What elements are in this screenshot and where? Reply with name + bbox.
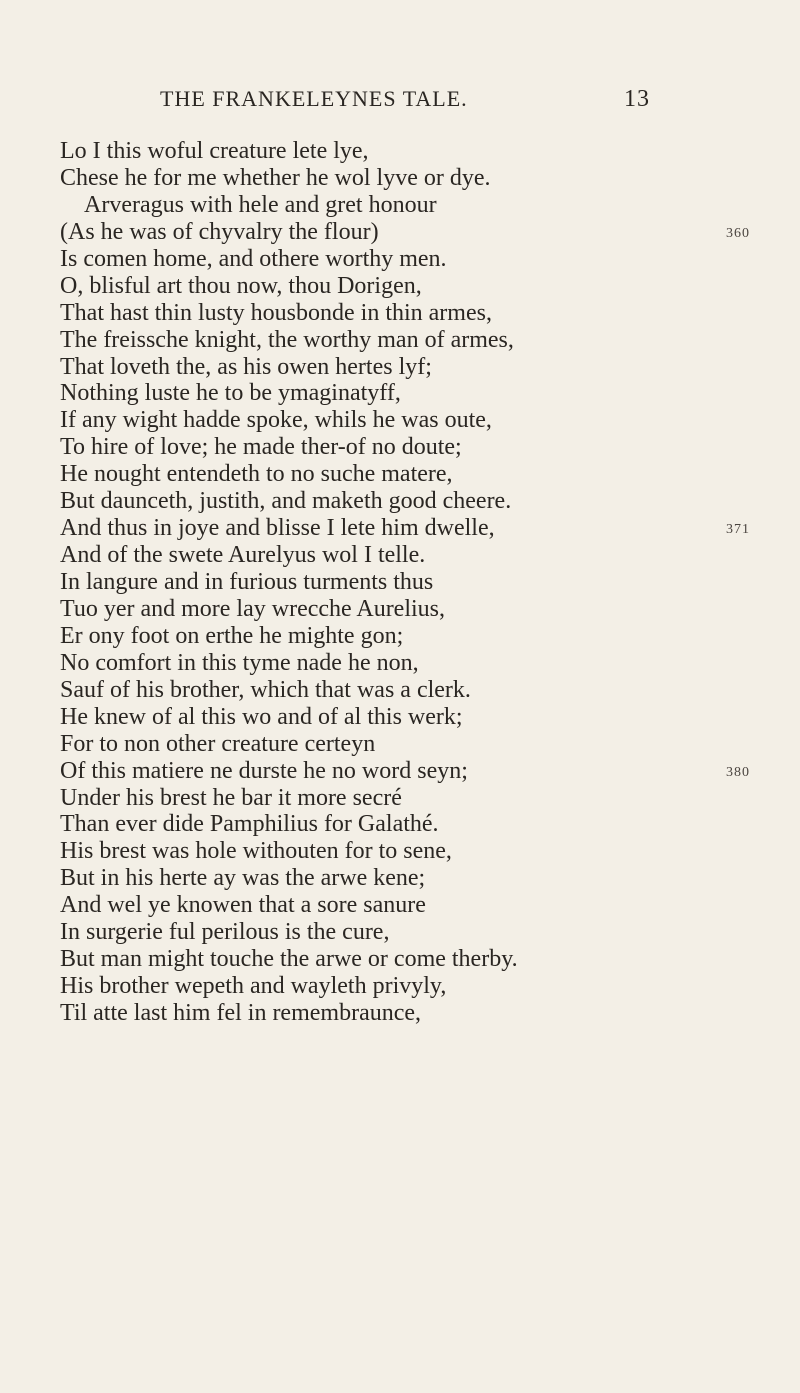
verse-line-text: Tuo yer and more lay wrecche Aurelius, <box>60 595 446 622</box>
verse-line <box>60 192 750 219</box>
verse-line <box>60 838 750 865</box>
verse-line <box>60 677 750 704</box>
running-title: THE FRANKELEYNES TALE. <box>160 86 468 111</box>
verse-line-text: And of the swete Aurelyus wol I telle. <box>60 542 426 569</box>
verse-line-text: Er ony foot on erthe he mighte gon; <box>60 622 404 649</box>
verse-line <box>60 569 750 596</box>
page-number: 13 <box>624 86 650 112</box>
verse-line <box>60 1000 750 1027</box>
line-number: 380 <box>726 764 750 780</box>
verse-line <box>60 919 750 946</box>
verse-line-text: In langure and in furious turments thus <box>60 569 434 595</box>
verse-line-text: Under his brest he bar it more secré <box>60 784 402 811</box>
line-number: 360 <box>726 225 750 241</box>
verse-line <box>60 973 750 1000</box>
verse-line <box>60 811 750 838</box>
verse-line <box>60 758 750 785</box>
verse-line <box>60 650 750 677</box>
verse-line-text: And thus in joye and blisse I lete him dwelle, <box>60 515 495 542</box>
verse-line <box>60 380 750 407</box>
verse-line <box>60 138 750 165</box>
verse-line <box>60 354 750 381</box>
verse-line-text: Than ever dide Pamphilius for Galathé. <box>60 811 439 838</box>
verse-line <box>60 300 750 327</box>
verse-line-text: For to non other creature certeyn <box>60 730 376 757</box>
verse-line <box>60 542 750 569</box>
verse-line-text: Is comen home, and othere worthy men. <box>60 245 447 272</box>
line-number: 371 <box>726 522 750 538</box>
verse-line <box>60 731 750 758</box>
verse-line-text: Nothing luste he to be ymaginatyff, <box>60 380 401 407</box>
verse-line <box>60 785 750 812</box>
verse-line-text: In surgerie ful perilous is the cure, <box>60 919 390 946</box>
verse-line <box>60 219 750 246</box>
verse-line-text: That loveth the, as his owen hertes lyf; <box>60 353 432 380</box>
verse-line <box>60 246 750 273</box>
verse-line <box>60 273 750 300</box>
verse-line-text: And wel ye knowen that a sore sanure <box>60 892 426 919</box>
verse-line <box>60 434 750 461</box>
verse-line-text: He knew of al this wo and of al this werk; <box>60 703 463 730</box>
verse-line-text: Til atte last him fel in remembraunce, <box>60 1000 422 1026</box>
verse-text <box>60 138 750 1027</box>
verse-line-text: To hire of love; he made ther-of no doute; <box>60 434 462 461</box>
verse-line-text: O, blisful art thou now, thou Dorigen, <box>60 272 422 299</box>
verse-line-text: But man might touche the arwe or come therby. <box>60 946 518 973</box>
running-head <box>160 86 650 116</box>
verse-line-text: Sauf of his brother, which that was a clerk. <box>60 676 471 703</box>
verse-line <box>60 704 750 731</box>
verse-line-text: No comfort in this tyme nade he non, <box>60 649 419 676</box>
verse-line-text: But in his herte ay was the arwe kene; <box>60 865 426 892</box>
verse-line-text: Of this matiere ne durste he no word seyn; <box>60 757 468 784</box>
verse-line-text: If any wight hadde spoke, whils he was oute, <box>60 407 492 434</box>
verse-line-text: Arveragus with hele and gret honour <box>84 191 437 218</box>
verse-line <box>60 165 750 192</box>
verse-line-text: Chese he for me whether he wol lyve or dye. <box>60 164 491 191</box>
verse-line-text: That hast thin lusty housbonde in thin armes, <box>60 299 492 326</box>
verse-line <box>60 488 750 515</box>
verse-line <box>60 407 750 434</box>
verse-line <box>60 327 750 354</box>
verse-line <box>60 946 750 973</box>
verse-line-text: His brother wepeth and wayleth privyly, <box>60 973 447 1000</box>
verse-line-text: He nought entendeth to no suche matere, <box>60 461 453 488</box>
verse-line-text: (As he was of chyvalry the flour) <box>60 218 379 245</box>
verse-line <box>60 623 750 650</box>
verse-line-text: His brest was hole withouten for to sene, <box>60 838 452 865</box>
verse-line <box>60 892 750 919</box>
verse-line-text: Lo I this woful creature lete lye, <box>60 138 369 164</box>
verse-line-text: But daunceth, justith, and maketh good cheere. <box>60 488 512 515</box>
verse-line <box>60 596 750 623</box>
verse-line-text: The freissche knight, the worthy man of armes, <box>60 326 514 353</box>
verse-line <box>60 515 750 542</box>
verse-line <box>60 865 750 892</box>
verse-line <box>60 461 750 488</box>
